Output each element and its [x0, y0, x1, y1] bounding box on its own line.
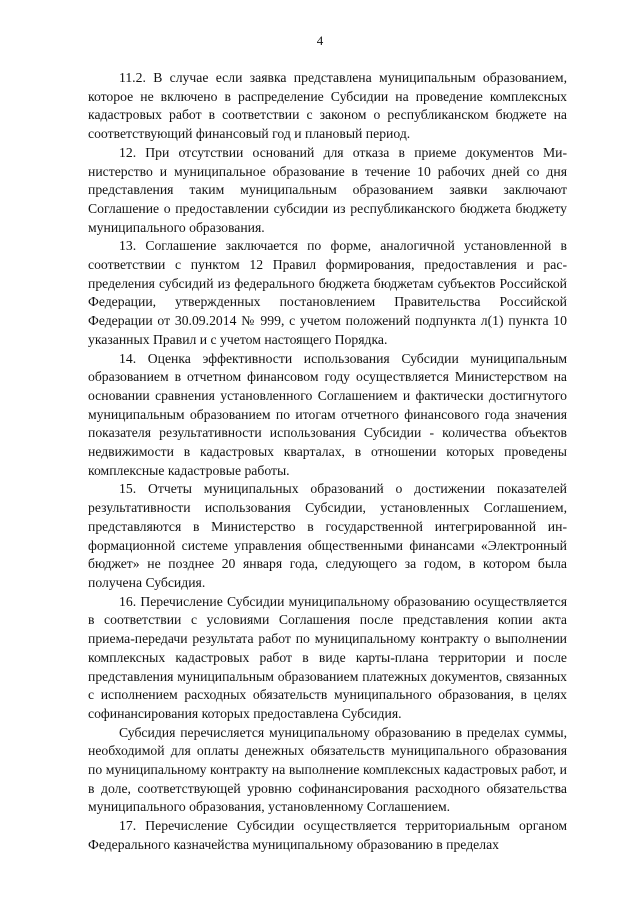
paragraph-12: 12. При отсутствии оснований для отказа в приеме документов Министерство и муниципальное образование в течение 10 рабочих дней со дня представления таким муниципальным образованием заявки заключают Соглашение о предоставлении субсидии из республиканского бюджета бюджету муниципального образования. — [88, 144, 567, 235]
paragraph-11-2: 11.2. В случае если заявка представлена муниципальным образованием, которое не включено в распределение Субсидии на проведение комплексных кадастровых работ в соответствии с законом о республиканском бюджете на соответствующий финансовый год и плановый период. — [88, 70, 567, 142]
paragraph-17: 17. Перечисление Субсидии осуществляется территориальным органом Федерального казначейства муниципальному образованию в пределах — [88, 818, 567, 852]
document-body — [88, 69, 567, 855]
paragraph-15: 15. Отчеты муниципальных образований о достижении показателей результативности использования Субсидии, установленных Соглашением, представляются в Министерство в государственной интегрированной информационной системе управления общественными финансами «Электронный бюджет» не позднее 20 января года, следующего за годом, в котором была получена Субсидия. — [88, 481, 567, 590]
paragraph-16: 16. Перечисление Субсидии муниципальному образованию осуществляется в соответствии с условиями Соглашения после представления копии акта приема-передачи результата работ по муниципальному контракту о выполнении комплексных кадастровых работ в виде карты-плана территории и после представления муниципальным образованием платежных документов, связанных с исполнением расходных обязательств муниципального образования, в целях софинансирования которых предоставлена Субсидия. — [88, 593, 567, 721]
page-number: 4 — [316, 33, 324, 48]
paragraph-14: 14. Оценка эффективности использования Субсидии муниципальным образованием в отчетном финансовом году осуществляется Министерством на основании сравнения установленного Соглашением и фактически достигнутого муниципальным образованием по итогам отчетного финансового года значения показателя результативности использования Субсидии - количества объектов недвижимости в кадастровых кварталах, в отношении которых проведены комплексные кадастровые работы. — [88, 350, 567, 478]
paragraph-13: 13. Соглашение заключается по форме, аналогичной установленной в соответствии с пунктом 12 Правил формирования, предоставления и распределения субсидий из федерального бюджета бюджетам субъектов Российской Федерации, утвержденных постановлением Правительства Российской Федерации от 30.09.2014 № 999, с учетом положений подпункта л(1) пункта 10 указанных Правил и с учетом настоящего Порядка. — [88, 238, 567, 347]
paragraph-16-continued: Субсидия перечисляется муниципальному образованию в пределах суммы, необходимой для оплаты денежных обязательств муниципального образования по муниципальному контракту на выполнение комплексных кадастровых работ, и в доле, соответствующей уровню софинансирования расходного обязательства муниципального образования, установленному Соглашением. — [88, 724, 567, 815]
